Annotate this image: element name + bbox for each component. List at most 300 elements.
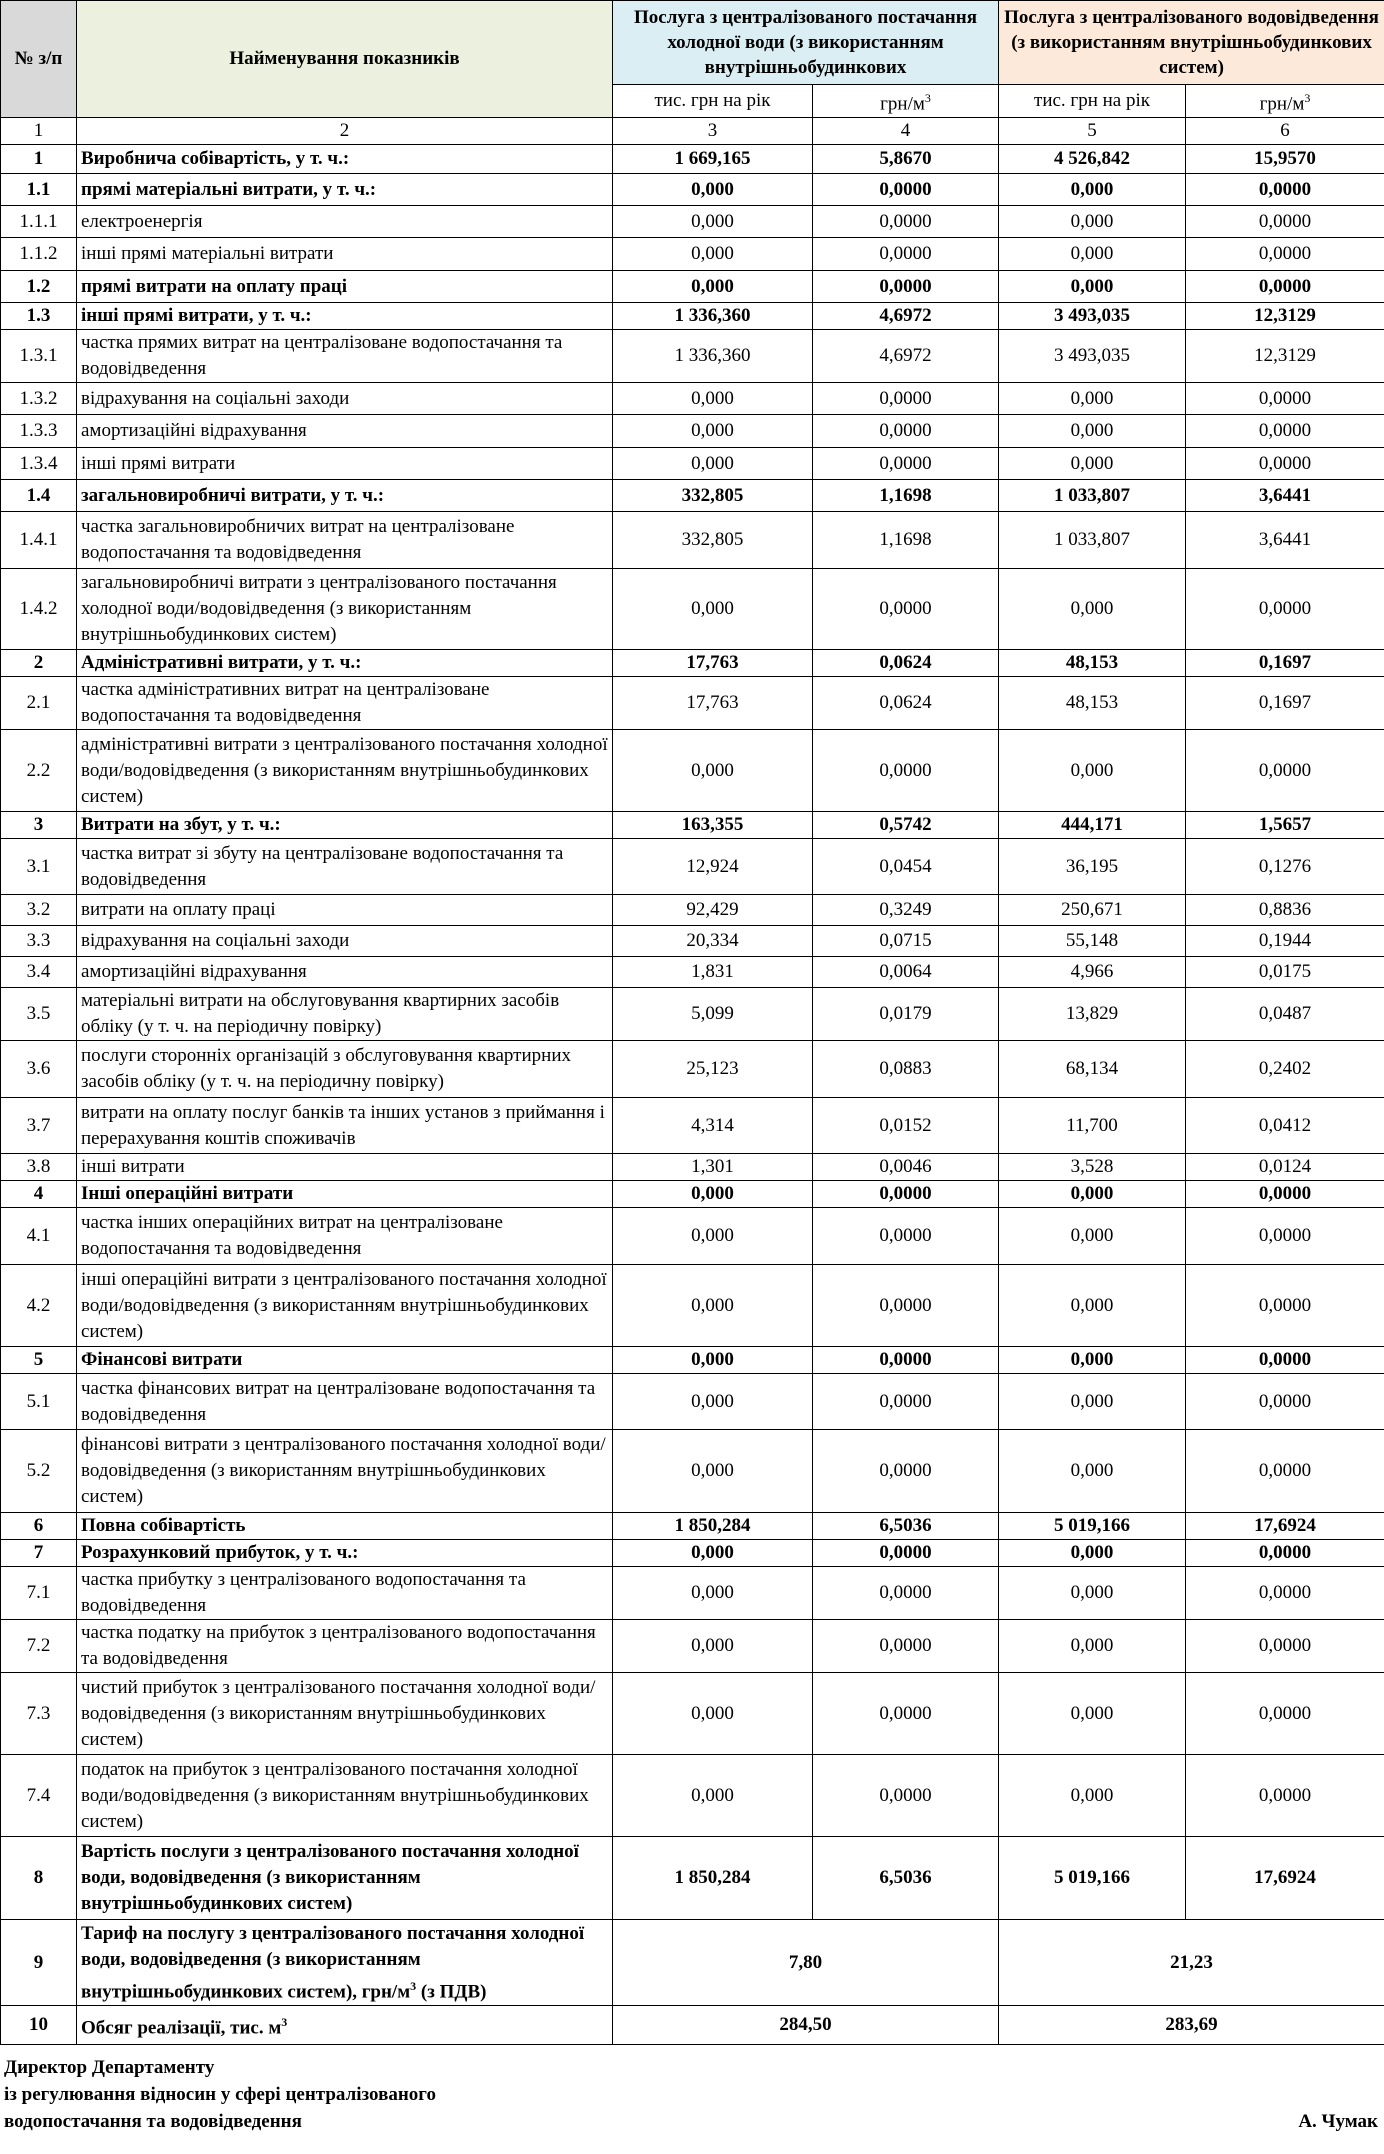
row-name: Інші операційні витрати: [77, 1181, 613, 1208]
value-sewer-thousand: 0,000: [999, 206, 1186, 238]
value-sewer-thousand: 0,000: [999, 448, 1186, 480]
row-name: частка прибутку з централізованого водопостачання та водовідведення: [77, 1567, 613, 1620]
value-sewer-per-m3: 0,0000: [1186, 1567, 1384, 1620]
value-sewer-per-m3: 15,9570: [1186, 145, 1384, 174]
row-name: амортизаційні відрахування: [77, 957, 613, 988]
row-number: 3.5: [1, 988, 77, 1041]
unit-water-per-m3: [813, 85, 999, 118]
table-row: [1, 1374, 1384, 1430]
row-name: частка адміністративних витрат на централізоване водопостачання та водовідведення: [77, 677, 613, 730]
table-row: [1, 895, 1384, 926]
row-name: Витрати на збут, у т. ч.:: [77, 812, 613, 839]
value-sewer-per-m3: 0,0487: [1186, 988, 1384, 1041]
table-row: [1, 677, 1384, 730]
row-name: витрати на оплату праці: [77, 895, 613, 926]
value-sewer-thousand: 0,000: [999, 1567, 1186, 1620]
value-sewer-thousand: 0,000: [999, 1181, 1186, 1208]
row-name: частка прямих витрат на централізоване водопостачання та водовідведення: [77, 330, 613, 383]
value-water-per-m3: 0,0000: [813, 383, 999, 415]
value-water-thousand: 0,000: [613, 415, 813, 448]
value-sewer-thousand: 0,000: [999, 569, 1186, 650]
value-sewer-thousand: 0,000: [999, 1755, 1186, 1837]
table-row: [1, 512, 1384, 569]
row-number: 10: [1, 2006, 77, 2045]
value-sewer-per-m3: 0,0000: [1186, 569, 1384, 650]
row-name: фінансові витрати з централізованого постачання холодної води/водовідведення (з використанням внутрішньобудинкових систем): [77, 1430, 613, 1513]
column-number: 6: [1186, 118, 1384, 145]
value-sewer-thousand: 0,000: [999, 1265, 1186, 1347]
value-water-per-m3: 0,0000: [813, 415, 999, 448]
value-sewer-thousand: 0,000: [999, 1208, 1186, 1265]
table-row: [1, 1208, 1384, 1265]
row-name: інші прямі матеріальні витрати: [77, 238, 613, 271]
row-number: 2.1: [1, 677, 77, 730]
value-sewer-thousand: 48,153: [999, 650, 1186, 677]
table-row: [1, 480, 1384, 512]
row-number: 8: [1, 1837, 77, 1920]
table-row: [1, 1098, 1384, 1154]
value-sewer-thousand: 5 019,166: [999, 1837, 1186, 1920]
tariff-row: [1, 1920, 1384, 2006]
table-row: [1, 330, 1384, 383]
row-number: 1.4.2: [1, 569, 77, 650]
column-number: 4: [813, 118, 999, 145]
value-sewer-thousand: 444,171: [999, 812, 1186, 839]
value-water-thousand: 0,000: [613, 1567, 813, 1620]
table-row: [1, 812, 1384, 839]
value-water-thousand: 1,301: [613, 1154, 813, 1181]
value-sewer-thousand: 250,671: [999, 895, 1186, 926]
value-water-per-m3: 0,0152: [813, 1098, 999, 1154]
value-water-per-m3: 0,0000: [813, 1208, 999, 1265]
value-sewer-per-m3: 0,0000: [1186, 174, 1384, 206]
row-name: частка загальновиробничих витрат на централізоване водопостачання та водовідведення: [77, 512, 613, 569]
row-name: амортизаційні відрахування: [77, 415, 613, 448]
header-sewer-service: Послуга з централізованого водовідведення (з використанням внутрішньобудинкових систем): [999, 1, 1384, 85]
value-sewer-thousand: 55,148: [999, 926, 1186, 957]
row-name: прямі матеріальні витрати, у т. ч.:: [77, 174, 613, 206]
value-water-per-m3: 4,6972: [813, 330, 999, 383]
value-water-per-m3: 0,0000: [813, 1347, 999, 1374]
header-name: Найменування показників: [77, 1, 613, 118]
unit-sup: 3: [1304, 91, 1311, 105]
value-water-thousand: 0,000: [613, 238, 813, 271]
table-row: [1, 206, 1384, 238]
value-water-thousand: 4,314: [613, 1098, 813, 1154]
value-sewer-thousand: 4 526,842: [999, 145, 1186, 174]
volume-sewer-value: 283,69: [999, 2006, 1384, 2045]
table-row: [1, 957, 1384, 988]
row-number: 7.4: [1, 1755, 77, 1837]
value-water-thousand: 0,000: [613, 730, 813, 812]
value-water-thousand: 92,429: [613, 895, 813, 926]
value-sewer-per-m3: 12,3129: [1186, 330, 1384, 383]
row-number: 3.2: [1, 895, 77, 926]
row-name: загальновиробничі витрати з централізованого постачання холодної води/водовідведення (з використанням внутрішньобудинкових систем): [77, 569, 613, 650]
value-sewer-per-m3: 3,6441: [1186, 480, 1384, 512]
table-row: [1, 1513, 1384, 1540]
row-name: Вартість послуги з централізованого постачання холодної води, водовідведення (з використанням внутрішньобудинкових систем): [77, 1837, 613, 1920]
value-water-thousand: 0,000: [613, 1347, 813, 1374]
value-sewer-per-m3: 0,0000: [1186, 383, 1384, 415]
value-sewer-thousand: 3 493,035: [999, 330, 1186, 383]
value-water-per-m3: 0,0000: [813, 1540, 999, 1567]
value-sewer-per-m3: 0,1276: [1186, 839, 1384, 895]
value-sewer-per-m3: 0,0175: [1186, 957, 1384, 988]
signature-line: Директор Департаменту: [4, 2057, 215, 2078]
row-number: 3.6: [1, 1041, 77, 1098]
value-sewer-thousand: 3 493,035: [999, 303, 1186, 330]
value-sewer-thousand: 48,153: [999, 677, 1186, 730]
value-sewer-per-m3: 0,0000: [1186, 448, 1384, 480]
value-sewer-per-m3: 0,0412: [1186, 1098, 1384, 1154]
column-number: 5: [999, 118, 1186, 145]
value-water-thousand: 0,000: [613, 448, 813, 480]
value-water-per-m3: 0,0000: [813, 448, 999, 480]
row-number: 3.8: [1, 1154, 77, 1181]
row-number: 7.3: [1, 1673, 77, 1755]
tariff-label: Тариф на послугу з централізованого постачання холодної води, водовідведення (з використанням внутрішньобудинкових систем), грн/м: [81, 1922, 585, 2002]
value-sewer-per-m3: 0,0000: [1186, 271, 1384, 303]
row-number: 1.3.4: [1, 448, 77, 480]
value-sewer-thousand: 4,966: [999, 957, 1186, 988]
table-row: [1, 839, 1384, 895]
row-number: 7: [1, 1540, 77, 1567]
value-sewer-per-m3: 0,0000: [1186, 1673, 1384, 1755]
value-water-per-m3: 5,8670: [813, 145, 999, 174]
value-water-per-m3: 0,0000: [813, 1265, 999, 1347]
table-row: [1, 1620, 1384, 1673]
value-sewer-thousand: 5 019,166: [999, 1513, 1186, 1540]
value-water-per-m3: 0,0000: [813, 569, 999, 650]
row-name: прямі витрати на оплату праці: [77, 271, 613, 303]
value-water-per-m3: 0,0454: [813, 839, 999, 895]
signature-line: із регулювання відносин у сфері централізованого: [4, 2084, 436, 2105]
row-name: Виробнича собівартість, у т. ч.:: [77, 145, 613, 174]
value-water-per-m3: 6,5036: [813, 1837, 999, 1920]
value-water-thousand: 0,000: [613, 1540, 813, 1567]
value-water-thousand: 0,000: [613, 383, 813, 415]
header-num: № з/п: [1, 1, 77, 118]
row-number: 1.4.1: [1, 512, 77, 569]
value-sewer-per-m3: 0,0000: [1186, 1374, 1384, 1430]
table-row: [1, 730, 1384, 812]
value-sewer-per-m3: 0,0000: [1186, 415, 1384, 448]
value-sewer-thousand: 0,000: [999, 1620, 1186, 1673]
tariff-label-suffix: (з ПДВ): [416, 1980, 487, 2002]
value-water-thousand: 0,000: [613, 1430, 813, 1513]
table-row: [1, 1567, 1384, 1620]
value-water-per-m3: 0,0000: [813, 1181, 999, 1208]
unit-sewer-thousand: тис. грн на рік: [999, 85, 1186, 118]
value-sewer-per-m3: 0,1944: [1186, 926, 1384, 957]
value-water-thousand: 0,000: [613, 1620, 813, 1673]
row-number: 6: [1, 1513, 77, 1540]
table-row: [1, 383, 1384, 415]
value-water-thousand: 1 336,360: [613, 303, 813, 330]
value-water-per-m3: 0,0000: [813, 1430, 999, 1513]
value-sewer-per-m3: 0,0000: [1186, 1755, 1384, 1837]
row-name: адміністративні витрати з централізованого постачання холодної води/водовідведення (з використанням внутрішньобудинкових систем): [77, 730, 613, 812]
value-water-thousand: 163,355: [613, 812, 813, 839]
value-water-thousand: 0,000: [613, 1265, 813, 1347]
table-row: [1, 448, 1384, 480]
value-sewer-thousand: 0,000: [999, 1430, 1186, 1513]
row-name: частка фінансових витрат на централізоване водопостачання та водовідведення: [77, 1374, 613, 1430]
row-name: чистий прибуток з централізованого постачання холодної води/водовідведення (з використанням внутрішньобудинкових систем): [77, 1673, 613, 1755]
row-name: Адміністративні витрати, у т. ч.:: [77, 650, 613, 677]
row-number: 1.3.1: [1, 330, 77, 383]
volume-label-sup: 3: [281, 2015, 288, 2030]
value-water-thousand: 1 850,284: [613, 1513, 813, 1540]
row-name: загальновиробничі витрати, у т. ч.:: [77, 480, 613, 512]
row-name: податок на прибуток з централізованого постачання холодної води/водовідведення (з використанням внутрішньобудинкових систем): [77, 1755, 613, 1837]
table-row: [1, 1181, 1384, 1208]
table-row: [1, 174, 1384, 206]
value-water-thousand: 0,000: [613, 1181, 813, 1208]
value-sewer-thousand: 11,700: [999, 1098, 1186, 1154]
volume-water-value: 284,50: [613, 2006, 999, 2045]
row-number: 3.7: [1, 1098, 77, 1154]
value-sewer-per-m3: 0,0000: [1186, 1347, 1384, 1374]
value-sewer-per-m3: 0,0000: [1186, 206, 1384, 238]
row-number: 2: [1, 650, 77, 677]
row-number: 4.1: [1, 1208, 77, 1265]
value-sewer-thousand: 0,000: [999, 730, 1186, 812]
value-sewer-per-m3: 0,1697: [1186, 677, 1384, 730]
value-water-per-m3: 0,0046: [813, 1154, 999, 1181]
value-sewer-per-m3: 12,3129: [1186, 303, 1384, 330]
table-row: [1, 926, 1384, 957]
value-water-thousand: 17,763: [613, 677, 813, 730]
value-sewer-per-m3: 0,0000: [1186, 1208, 1384, 1265]
row-number: 3.3: [1, 926, 77, 957]
value-sewer-per-m3: 17,6924: [1186, 1513, 1384, 1540]
row-name: [77, 2006, 613, 2045]
value-water-per-m3: 0,0000: [813, 174, 999, 206]
value-sewer-per-m3: 0,0000: [1186, 1181, 1384, 1208]
value-water-thousand: 0,000: [613, 1208, 813, 1265]
value-water-thousand: 0,000: [613, 1374, 813, 1430]
row-number: 1.1: [1, 174, 77, 206]
value-water-per-m3: 0,0883: [813, 1041, 999, 1098]
row-name: інші операційні витрати з централізованого постачання холодної води/водовідведення (з використанням внутрішньобудинкових систем): [77, 1265, 613, 1347]
row-number: 5.1: [1, 1374, 77, 1430]
value-water-per-m3: 0,0000: [813, 271, 999, 303]
value-water-per-m3: 1,1698: [813, 512, 999, 569]
tariff-label-sup: 3: [410, 1978, 417, 1993]
value-sewer-per-m3: 0,0000: [1186, 1540, 1384, 1567]
row-number: 1.1.1: [1, 206, 77, 238]
value-water-thousand: 20,334: [613, 926, 813, 957]
value-water-per-m3: 0,3249: [813, 895, 999, 926]
value-water-thousand: 25,123: [613, 1041, 813, 1098]
value-water-per-m3: 0,0000: [813, 1755, 999, 1837]
column-number: 2: [77, 118, 613, 145]
row-number: 1.1.2: [1, 238, 77, 271]
value-sewer-per-m3: 0,0000: [1186, 1620, 1384, 1673]
value-water-per-m3: 0,0000: [813, 1673, 999, 1755]
value-sewer-thousand: 0,000: [999, 174, 1186, 206]
value-water-per-m3: 0,0000: [813, 238, 999, 271]
signature-person: А. Чумак: [1298, 2111, 1378, 2132]
value-water-thousand: 0,000: [613, 569, 813, 650]
table-row: [1, 415, 1384, 448]
row-number: 1.3: [1, 303, 77, 330]
table-row: [1, 1755, 1384, 1837]
row-name: частка інших операційних витрат на централізоване водопостачання та водовідведення: [77, 1208, 613, 1265]
value-sewer-thousand: 0,000: [999, 1347, 1186, 1374]
row-number: 7.2: [1, 1620, 77, 1673]
row-number: 1.3.2: [1, 383, 77, 415]
value-sewer-per-m3: 0,0000: [1186, 1265, 1384, 1347]
value-water-thousand: 1 669,165: [613, 145, 813, 174]
value-sewer-per-m3: 1,5657: [1186, 812, 1384, 839]
table-row: [1, 1837, 1384, 1920]
value-water-thousand: 17,763: [613, 650, 813, 677]
row-number: 5: [1, 1347, 77, 1374]
value-water-per-m3: 0,0624: [813, 650, 999, 677]
row-number: 5.2: [1, 1430, 77, 1513]
tariff-sewer-value: 21,23: [999, 1920, 1384, 2006]
value-water-thousand: 332,805: [613, 480, 813, 512]
value-sewer-thousand: 0,000: [999, 1673, 1186, 1755]
table-row: [1, 271, 1384, 303]
value-sewer-thousand: 36,195: [999, 839, 1186, 895]
row-number: 1.3.3: [1, 415, 77, 448]
row-name: частка витрат зі збуту на централізоване водопостачання та водовідведення: [77, 839, 613, 895]
unit-label: грн/м: [1259, 93, 1305, 115]
column-number: 3: [613, 118, 813, 145]
unit-label: грн/м: [880, 93, 925, 115]
unit-sewer-per-m3: [1186, 85, 1384, 118]
row-number: 4.2: [1, 1265, 77, 1347]
table-row: [1, 988, 1384, 1041]
value-sewer-per-m3: 0,0000: [1186, 730, 1384, 812]
signature-title: [4, 2054, 436, 2135]
value-sewer-thousand: 13,829: [999, 988, 1186, 1041]
value-sewer-thousand: 0,000: [999, 415, 1186, 448]
row-name: Розрахунковий прибуток, у т. ч.:: [77, 1540, 613, 1567]
column-numbers-row: [1, 118, 1384, 145]
row-number: 2.2: [1, 730, 77, 812]
value-water-per-m3: 0,0064: [813, 957, 999, 988]
value-sewer-thousand: 0,000: [999, 238, 1186, 271]
table-row: [1, 1540, 1384, 1567]
value-sewer-thousand: 0,000: [999, 383, 1186, 415]
value-water-per-m3: 0,0624: [813, 677, 999, 730]
value-water-per-m3: 0,0000: [813, 1567, 999, 1620]
value-water-per-m3: 0,0000: [813, 1620, 999, 1673]
value-water-per-m3: 0,0715: [813, 926, 999, 957]
unit-water-thousand: тис. грн на рік: [613, 85, 813, 118]
value-water-thousand: 0,000: [613, 1673, 813, 1755]
value-water-per-m3: 6,5036: [813, 1513, 999, 1540]
table-row: [1, 145, 1384, 174]
row-name: інші витрати: [77, 1154, 613, 1181]
value-water-thousand: 12,924: [613, 839, 813, 895]
row-name: відрахування на соціальні заходи: [77, 383, 613, 415]
row-name: електроенергія: [77, 206, 613, 238]
value-sewer-per-m3: 0,1697: [1186, 650, 1384, 677]
value-water-thousand: 0,000: [613, 271, 813, 303]
row-name: [77, 1920, 613, 2006]
table-row: [1, 238, 1384, 271]
value-water-per-m3: 4,6972: [813, 303, 999, 330]
row-number: 1.2: [1, 271, 77, 303]
row-name: частка податку на прибуток з централізованого водопостачання та водовідведення: [77, 1620, 613, 1673]
value-sewer-per-m3: 0,0000: [1186, 1430, 1384, 1513]
value-sewer-per-m3: 0,0000: [1186, 238, 1384, 271]
row-number: 4: [1, 1181, 77, 1208]
value-water-per-m3: 1,1698: [813, 480, 999, 512]
row-number: 3.1: [1, 839, 77, 895]
row-name: інші прямі витрати: [77, 448, 613, 480]
value-water-thousand: 0,000: [613, 1755, 813, 1837]
row-number: 3: [1, 812, 77, 839]
header-water-service: Послуга з централізованого постачання холодної води (з використанням внутрішньобудинкових: [613, 1, 999, 85]
column-number: 1: [1, 118, 77, 145]
row-number: 1: [1, 145, 77, 174]
table-row: [1, 1673, 1384, 1755]
row-name: інші прямі витрати, у т. ч.:: [77, 303, 613, 330]
value-water-thousand: 1 850,284: [613, 1837, 813, 1920]
value-sewer-per-m3: 0,2402: [1186, 1041, 1384, 1098]
row-number: 1.4: [1, 480, 77, 512]
value-water-thousand: 5,099: [613, 988, 813, 1041]
table-row: [1, 1154, 1384, 1181]
value-sewer-thousand: 1 033,807: [999, 512, 1186, 569]
row-number: 3.4: [1, 957, 77, 988]
value-sewer-thousand: 3,528: [999, 1154, 1186, 1181]
value-water-per-m3: 0,0000: [813, 206, 999, 238]
row-number: 9: [1, 1920, 77, 2006]
value-water-thousand: 1 336,360: [613, 330, 813, 383]
value-sewer-per-m3: 0,0124: [1186, 1154, 1384, 1181]
table-body: [1, 145, 1384, 1920]
value-water-per-m3: 0,0000: [813, 1374, 999, 1430]
value-sewer-per-m3: 3,6441: [1186, 512, 1384, 569]
value-sewer-thousand: 0,000: [999, 1374, 1186, 1430]
value-water-thousand: 332,805: [613, 512, 813, 569]
row-number: 7.1: [1, 1567, 77, 1620]
row-name: матеріальні витрати на обслуговування квартирних засобів обліку (у т. ч. на періодичну повірку): [77, 988, 613, 1041]
table-row: [1, 569, 1384, 650]
value-water-thousand: 1,831: [613, 957, 813, 988]
row-name: відрахування на соціальні заходи: [77, 926, 613, 957]
unit-sup: 3: [924, 91, 931, 105]
value-water-thousand: 0,000: [613, 206, 813, 238]
row-name: Фінансові витрати: [77, 1347, 613, 1374]
value-sewer-thousand: 0,000: [999, 1540, 1186, 1567]
value-sewer-thousand: 1 033,807: [999, 480, 1186, 512]
value-water-per-m3: 0,0179: [813, 988, 999, 1041]
volume-label: Обсяг реалізації, тис. м: [81, 2017, 282, 2039]
row-name: Повна собівартість: [77, 1513, 613, 1540]
table-row: [1, 303, 1384, 330]
table-row: [1, 1041, 1384, 1098]
table-row: [1, 1265, 1384, 1347]
row-name: послуги сторонніх організацій з обслуговування квартирних засобів обліку (у т. ч. на періодичну повірку): [77, 1041, 613, 1098]
signature-line: водопостачання та водовідведення: [4, 2111, 302, 2132]
value-water-per-m3: 0,0000: [813, 730, 999, 812]
tariff-water-value: 7,80: [613, 1920, 999, 2006]
volume-row: [1, 2006, 1384, 2045]
table-row: [1, 650, 1384, 677]
value-water-thousand: 0,000: [613, 174, 813, 206]
value-sewer-per-m3: 0,8836: [1186, 895, 1384, 926]
value-sewer-thousand: 68,134: [999, 1041, 1186, 1098]
